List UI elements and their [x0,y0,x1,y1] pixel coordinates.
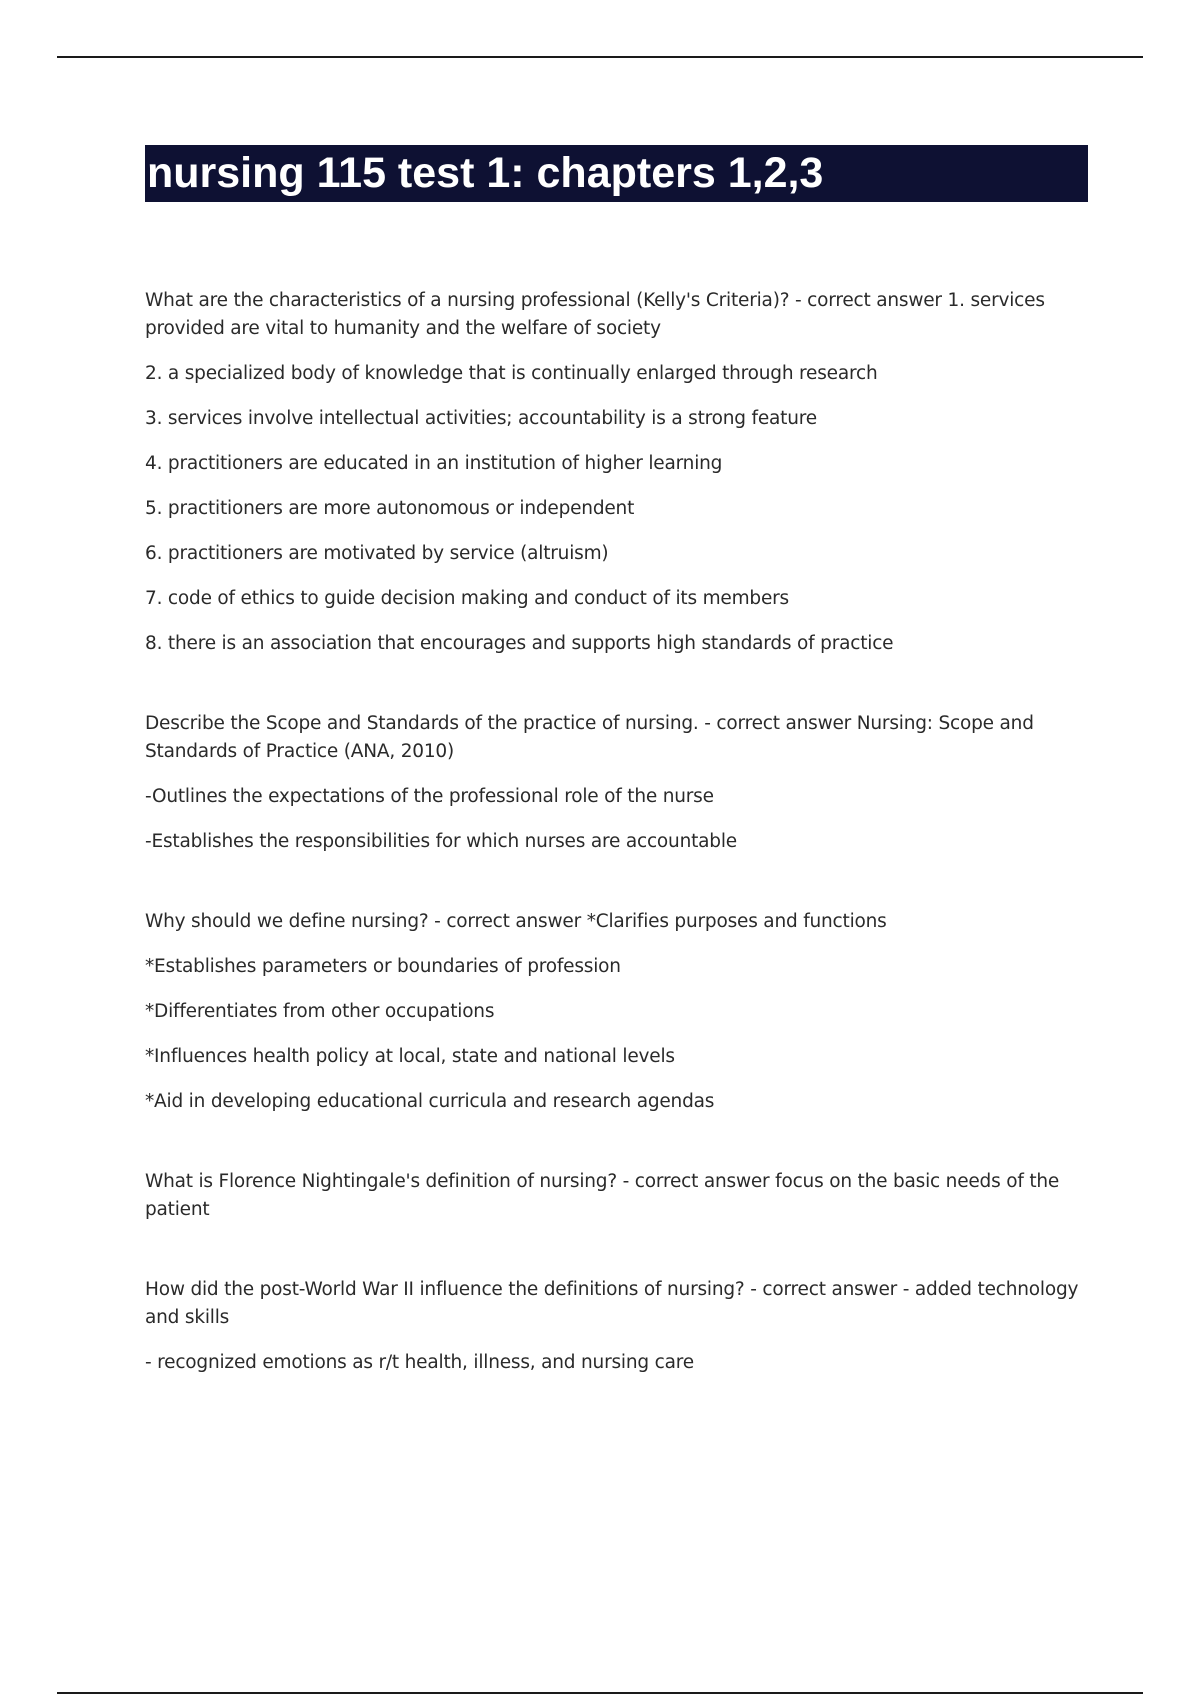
qa-line: 4. practitioners are educated in an institution of higher learning [145,453,723,474]
qa-line: Why should we define nursing? - correct answer *Clarifies purposes and functions [145,911,887,932]
qa-card-scope-standards [145,710,1088,856]
qa-card-define-nursing [145,908,1088,1116]
qa-card-kellys-criteria [145,287,1088,658]
qa-line: 3. services involve intellectual activities; accountability is a strong feature [145,408,817,429]
qa-line: Describe the Scope and Standards of the practice of nursing. - correct answer Nursing: Scope and Standards of Practice (ANA, 2010) [145,713,1034,762]
qa-card-nightingale [145,1168,1088,1224]
bottom-rule [57,1692,1143,1694]
qa-line: *Influences health policy at local, state and national levels [145,1046,675,1067]
qa-list [145,287,1088,1377]
qa-line: 6. practitioners are motivated by service (altruism) [145,543,609,564]
qa-line: - recognized emotions as r/t health, illness, and nursing care [145,1352,694,1373]
qa-line: *Aid in developing educational curricula and research agendas [145,1091,715,1112]
qa-line: What are the characteristics of a nursing professional (Kelly's Criteria)? - correct answer 1. services provided are vital to humanity and the welfare of society [145,290,1045,339]
document-body [145,145,1088,1429]
qa-line: 2. a specialized body of knowledge that is continually enlarged through research [145,363,878,384]
top-rule [57,56,1143,58]
qa-line: *Differentiates from other occupations [145,1001,495,1022]
qa-card-post-ww2 [145,1276,1088,1377]
qa-line: 7. code of ethics to guide decision making and conduct of its members [145,588,789,609]
qa-line: 8. there is an association that encourages and supports high standards of practice [145,633,894,654]
page-title: nursing 115 test 1: chapters 1,2,3 [147,149,824,197]
qa-line: What is Florence Nightingale's definition of nursing? - correct answer focus on the basic needs of the patient [145,1171,1060,1220]
qa-line: 5. practitioners are more autonomous or independent [145,498,635,519]
qa-line: -Outlines the expectations of the professional role of the nurse [145,786,714,807]
qa-line: *Establishes parameters or boundaries of profession [145,956,621,977]
qa-line: -Establishes the responsibilities for which nurses are accountable [145,831,737,852]
title-banner [145,145,1088,202]
qa-line: How did the post-World War II influence the definitions of nursing? - correct answer - added technology and skills [145,1279,1079,1328]
